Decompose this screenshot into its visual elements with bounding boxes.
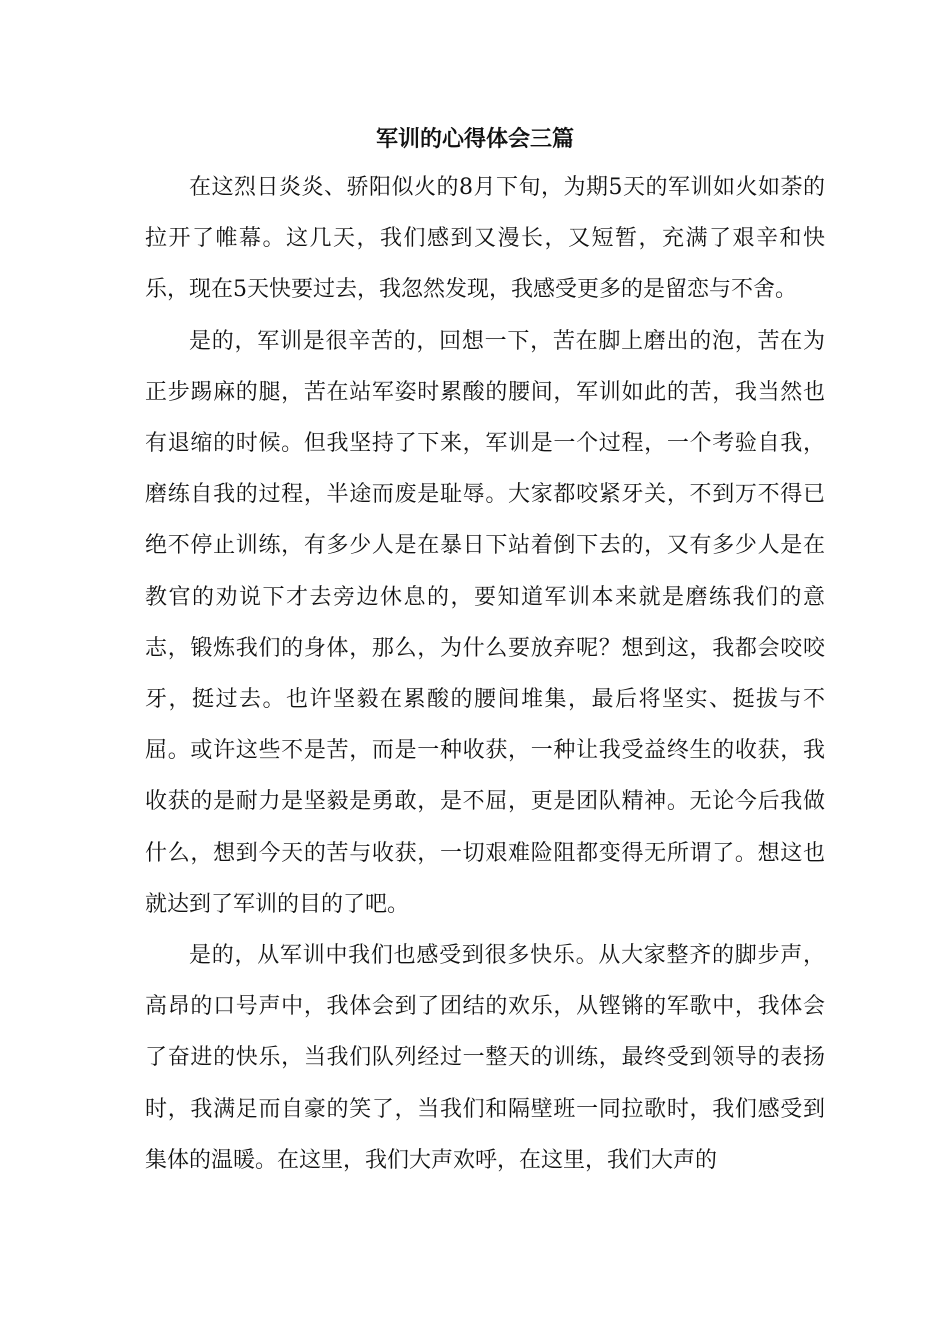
paragraph-2: 是的，军训是很辛苦的，回想一下，苦在脚上磨出的泡，苦在为正步踢麻的腿，苦在站军姿时累酸的腰间，军训如此的苦，我当然也有退缩的时候。但我坚持了下来，军训是一个过程，一个考验自我，磨练自我的过程，半途而废是耻辱。大家都咬紧牙关，不到万不得已绝不停止训练，有多少人是在暴日下站着倒下去的，又有多少人是在教官的劝说下才去旁边休息的，要知道军训本来就是磨练我们的意志，锻炼我们的身体，那么，为什么要放弃呢？想到这，我都会咬咬牙，挺过去。也许坚毅在累酸的腰间堆集，最后将坚实、挺拔与不屈。或许这些不是苦，而是一种收获，一种让我受益终生的收获，我收获的是耐力是坚毅是勇敢，是不屈，更是团队精神。无论今后我做什么，想到今天的苦与收获，一切艰难险阻都变得无所谓了。想这也就达到了军训的目的了吧。 xyxy=(145,328,825,917)
paragraph-1: 在这烈日炎炎、骄阳似火的8月下旬，为期5天的军训如火如荼的拉开了帷幕。这几天，我们感到又漫长，又短暂，充满了艰辛和快乐，现在5天快要过去，我忽然发现，我感受更多的是留恋与不舍。 xyxy=(145,175,825,303)
paragraph-3: 是的，从军训中我们也感受到很多快乐。从大家整齐的脚步声，高昂的口号声中，我体会到了团结的欢乐，从铿锵的军歌中，我体会了奋进的快乐，当我们队列经过一整天的训练，最终受到领导的表扬时，我满足而自豪的笑了，当我们和隔壁班一同拉歌时，我们感受到集体的温暖。在这里，我们大声欢呼，在这里，我们大声的 xyxy=(145,943,825,1173)
document-title: 军训的心得体会三篇 xyxy=(375,126,574,152)
document-body xyxy=(145,162,825,1186)
